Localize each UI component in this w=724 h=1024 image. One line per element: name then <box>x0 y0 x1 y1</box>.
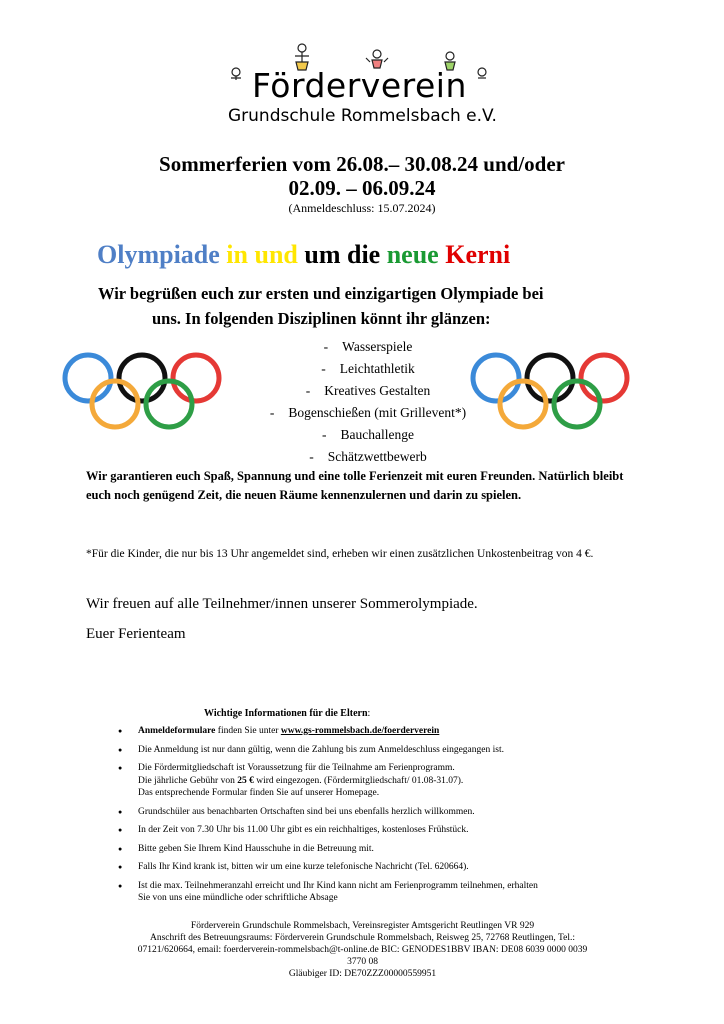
footer-line: Gläubiger ID: DE70ZZZ00000559951 <box>288 969 437 979</box>
signature-team: Euer Ferienteam <box>86 626 186 642</box>
footer-line: 3770 08 <box>347 957 378 967</box>
list-item: ● Die Fördermitgliedschaft ist Voraussetzung für die Teilnahme am Ferienprogramm. Die jährliche Gebühr von 25 € wird eingezogen. (Fördermitgliedschaft/ 01.08-31.07). Das entsprechende Formular finden Sie auf unserer Homepage. <box>118 762 638 800</box>
extra-fee-note: *Für die Kinder, die nur bis 13 Uhr angemeldet sind, erheben wir einen zusätzlichen Unkostenbeitrag von 4 €. <box>86 548 594 560</box>
logo-subtitle: Grundschule Rommelsbach e.V. <box>228 106 497 126</box>
list-item: ● Die Anmeldung ist nur dann gültig, wenn die Zahlung bis zum Anmeldeschluss eingegangen ist. <box>118 744 638 757</box>
intro-line-2: uns. In folgenden Disziplinen könnt ihr glänzen: <box>152 309 491 328</box>
logo-title: Förderverein <box>252 66 467 105</box>
footer <box>90 920 635 980</box>
dates-line-2: 02.09. – 06.09.24 <box>288 176 436 200</box>
dates-line-1: Sommerferien vom 26.08.– 30.08.24 und/oder <box>159 152 565 176</box>
footer-line: Förderverein Grundschule Rommelsbach, Vereinsregister Amtsgericht Reutlingen VR 929 <box>190 921 535 931</box>
list-item: - Kreatives Gestalten <box>305 383 431 398</box>
logo <box>222 40 502 130</box>
info-heading: Wichtige Informationen für die Eltern: <box>204 708 371 719</box>
guarantee-paragraph: Wir garantieren euch Spaß, Spannung und eine tolle Ferienzeit mit euren Freunden. Natürlich bleibt euch noch genügend Zeit, die neuen Räume kennenzulernen und darin zu spielen. <box>86 469 624 502</box>
list-item: - Schätzwettbewerb <box>309 449 427 464</box>
title-part-neue: neue <box>386 240 446 269</box>
list-item: ● Bitte geben Sie Ihrem Kind Hausschuhe in die Betreuung mit. <box>118 843 638 856</box>
intro-line-1: Wir begrüßen euch zur ersten und einzigartigen Olympiade bei <box>98 284 544 303</box>
list-item: - Leichtathletik <box>321 361 415 376</box>
disciplines-list <box>228 336 508 468</box>
footer-line: 07121/620664, email: foerderverein-rommelsbach@t-online.de BIC: GENODES1BBV IBAN: DE08 6039 0000 0039 <box>137 945 588 955</box>
list-item: ● Falls Ihr Kind krank ist, bitten wir um eine kurze telefonische Nachricht (Tel. 620664). <box>118 861 638 874</box>
olympic-rings-right-icon <box>470 352 630 432</box>
closing-sentence: Wir freuen auf alle Teilnehmer/innen unserer Sommerolympiade. <box>86 596 478 612</box>
olympiade-title <box>97 240 510 270</box>
title-part-olympiade: Olympiade <box>97 240 227 269</box>
list-item: - Bauchallenge <box>322 427 414 442</box>
list-item: ● In der Zeit von 7.30 Uhr bis 11.00 Uhr gibt es ein reichhaltiges, kostenloses Frühstück. <box>118 824 638 837</box>
list-item: - Bogenschießen (mit Grillevent*) <box>269 405 467 420</box>
title-part-in-und: in und <box>226 240 305 269</box>
registration-deadline: (Anmeldeschluss: 15.07.2024) <box>288 201 436 215</box>
olympic-rings-left-icon <box>62 352 222 432</box>
list-item: ● Grundschüler aus benachbarten Ortschaften sind bei uns ebenfalls herzlich willkommen. <box>118 806 638 819</box>
homepage-link[interactable]: www.gs-rommelsbach.de/foerderverein <box>280 726 440 736</box>
info-list <box>118 725 638 911</box>
list-item: ● Ist die max. Teilnehmeranzahl erreicht und Ihr Kind kann nicht am Ferienprogramm teilnehmen, erhalten Sie von uns eine mündliche oder schriftliche Absage <box>118 880 638 905</box>
list-item: - Wasserspiele <box>323 339 413 354</box>
title-part-kerni: Kerni <box>445 240 511 269</box>
title-part-um-die: um die <box>304 240 387 269</box>
footer-line: Anschrift des Betreuungsraums: Förderverein Grundschule Rommelsbach, Reisweg 25, 72768 Reutlingen, Tel.: <box>150 933 575 943</box>
list-item: ● Anmeldeformulare finden Sie unter www.gs-rommelsbach.de/foerderverein <box>118 725 638 738</box>
